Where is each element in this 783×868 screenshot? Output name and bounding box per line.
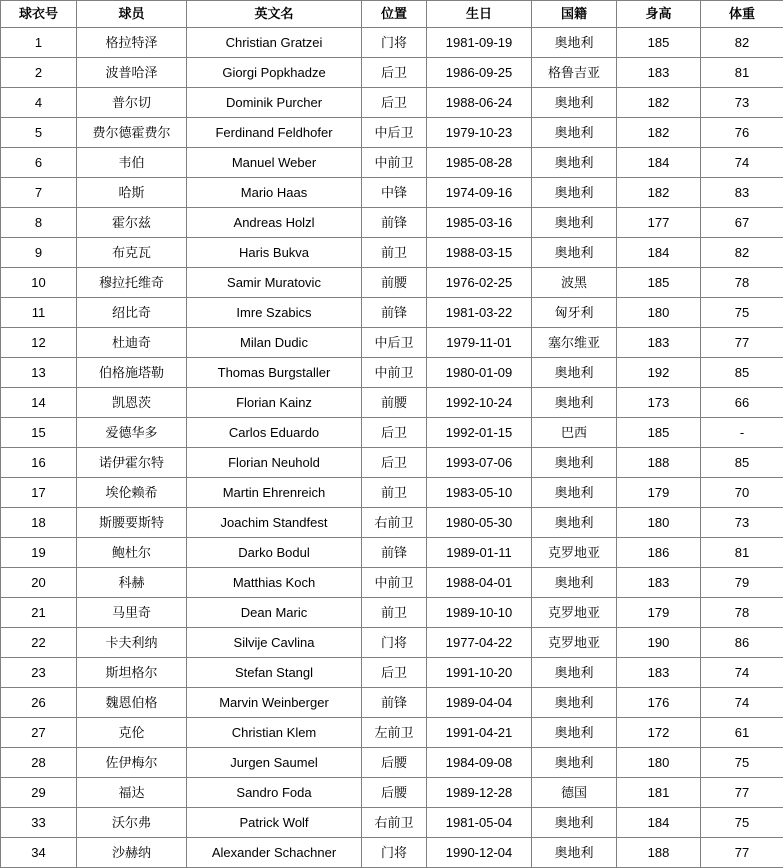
cell-nationality: 匈牙利: [532, 298, 617, 328]
cell-weight: 74: [701, 148, 783, 178]
cell-position: 门将: [362, 628, 427, 658]
cell-weight: 79: [701, 568, 783, 598]
cell-weight: 75: [701, 748, 783, 778]
column-header-weight: 体重: [701, 1, 783, 28]
cell-weight: 74: [701, 658, 783, 688]
cell-position: 后卫: [362, 658, 427, 688]
cell-weight: 75: [701, 808, 783, 838]
cell-nationality: 奥地利: [532, 448, 617, 478]
cell-english-name: Dominik Purcher: [187, 88, 362, 118]
cell-number: 13: [1, 358, 77, 388]
table-row: [1, 208, 783, 238]
cell-birthday: 1988-03-15: [427, 238, 532, 268]
cell-number: 10: [1, 268, 77, 298]
cell-position: 后卫: [362, 448, 427, 478]
cell-player-name: 凯恩茨: [77, 388, 187, 418]
cell-position: 门将: [362, 28, 427, 58]
cell-height: 192: [617, 358, 701, 388]
cell-english-name: Thomas Burgstaller: [187, 358, 362, 388]
cell-weight: 82: [701, 238, 783, 268]
table-row: [1, 178, 783, 208]
cell-player-name: 伯格施塔勒: [77, 358, 187, 388]
cell-player-name: 哈斯: [77, 178, 187, 208]
cell-number: 26: [1, 688, 77, 718]
table-row: [1, 448, 783, 478]
column-header-number: 球衣号: [1, 1, 77, 28]
cell-weight: 82: [701, 28, 783, 58]
cell-height: 173: [617, 388, 701, 418]
cell-position: 前卫: [362, 598, 427, 628]
cell-number: 27: [1, 718, 77, 748]
cell-nationality: 奥地利: [532, 478, 617, 508]
cell-height: 186: [617, 538, 701, 568]
cell-weight: 78: [701, 598, 783, 628]
cell-number: 8: [1, 208, 77, 238]
table-row: [1, 658, 783, 688]
column-header-height: 身高: [617, 1, 701, 28]
cell-number: 6: [1, 148, 77, 178]
cell-nationality: 奥地利: [532, 658, 617, 688]
cell-birthday: 1981-05-04: [427, 808, 532, 838]
cell-birthday: 1989-04-04: [427, 688, 532, 718]
cell-weight: 67: [701, 208, 783, 238]
cell-position: 后腰: [362, 778, 427, 808]
cell-player-name: 鲍杜尔: [77, 538, 187, 568]
cell-height: 185: [617, 418, 701, 448]
cell-height: 182: [617, 88, 701, 118]
cell-player-name: 斯腰要斯特: [77, 508, 187, 538]
cell-english-name: Giorgi Popkhadze: [187, 58, 362, 88]
cell-nationality: 克罗地亚: [532, 538, 617, 568]
cell-weight: 61: [701, 718, 783, 748]
cell-number: 16: [1, 448, 77, 478]
cell-weight: 81: [701, 58, 783, 88]
column-header-player: 球员: [77, 1, 187, 28]
cell-height: 184: [617, 148, 701, 178]
cell-height: 177: [617, 208, 701, 238]
table-row: [1, 808, 783, 838]
cell-birthday: 1977-04-22: [427, 628, 532, 658]
cell-nationality: 波黑: [532, 268, 617, 298]
cell-player-name: 魏恩伯格: [77, 688, 187, 718]
cell-birthday: 1993-07-06: [427, 448, 532, 478]
cell-birthday: 1992-01-15: [427, 418, 532, 448]
cell-player-name: 沙赫纳: [77, 838, 187, 868]
table-row: [1, 88, 783, 118]
cell-position: 中锋: [362, 178, 427, 208]
cell-nationality: 奥地利: [532, 358, 617, 388]
cell-birthday: 1989-01-11: [427, 538, 532, 568]
cell-height: 188: [617, 838, 701, 868]
cell-birthday: 1980-01-09: [427, 358, 532, 388]
cell-nationality: 塞尔维亚: [532, 328, 617, 358]
cell-player-name: 克伦: [77, 718, 187, 748]
cell-nationality: 奥地利: [532, 568, 617, 598]
table-row: [1, 118, 783, 148]
cell-nationality: 奥地利: [532, 808, 617, 838]
cell-nationality: 奥地利: [532, 748, 617, 778]
cell-weight: -: [701, 418, 783, 448]
cell-number: 29: [1, 778, 77, 808]
cell-number: 34: [1, 838, 77, 868]
cell-english-name: Sandro Foda: [187, 778, 362, 808]
cell-player-name: 韦伯: [77, 148, 187, 178]
table-row: [1, 718, 783, 748]
cell-weight: 81: [701, 538, 783, 568]
cell-height: 182: [617, 118, 701, 148]
cell-number: 4: [1, 88, 77, 118]
cell-number: 2: [1, 58, 77, 88]
cell-position: 前卫: [362, 238, 427, 268]
cell-player-name: 埃伦赖希: [77, 478, 187, 508]
cell-number: 33: [1, 808, 77, 838]
cell-height: 190: [617, 628, 701, 658]
cell-nationality: 奥地利: [532, 388, 617, 418]
cell-english-name: Manuel Weber: [187, 148, 362, 178]
cell-player-name: 布克瓦: [77, 238, 187, 268]
cell-birthday: 1990-12-04: [427, 838, 532, 868]
cell-nationality: 奥地利: [532, 148, 617, 178]
cell-english-name: Samir Muratovic: [187, 268, 362, 298]
table-row: [1, 778, 783, 808]
cell-number: 11: [1, 298, 77, 328]
cell-english-name: Florian Kainz: [187, 388, 362, 418]
cell-player-name: 卡夫利纳: [77, 628, 187, 658]
table-row: [1, 748, 783, 778]
table-row: [1, 28, 783, 58]
cell-nationality: 奥地利: [532, 118, 617, 148]
cell-birthday: 1991-04-21: [427, 718, 532, 748]
cell-height: 181: [617, 778, 701, 808]
cell-birthday: 1981-03-22: [427, 298, 532, 328]
table-row: [1, 238, 783, 268]
cell-birthday: 1985-03-16: [427, 208, 532, 238]
table-row: [1, 538, 783, 568]
cell-position: 后卫: [362, 88, 427, 118]
cell-birthday: 1979-10-23: [427, 118, 532, 148]
cell-english-name: Martin Ehrenreich: [187, 478, 362, 508]
cell-height: 183: [617, 58, 701, 88]
cell-position: 前锋: [362, 688, 427, 718]
cell-number: 20: [1, 568, 77, 598]
cell-height: 188: [617, 448, 701, 478]
cell-birthday: 1991-10-20: [427, 658, 532, 688]
cell-player-name: 费尔德霍费尔: [77, 118, 187, 148]
table-row: [1, 568, 783, 598]
table-row: [1, 388, 783, 418]
cell-weight: 73: [701, 508, 783, 538]
cell-number: 21: [1, 598, 77, 628]
cell-height: 176: [617, 688, 701, 718]
cell-number: 17: [1, 478, 77, 508]
cell-birthday: 1989-10-10: [427, 598, 532, 628]
cell-english-name: Christian Gratzei: [187, 28, 362, 58]
cell-position: 中前卫: [362, 148, 427, 178]
cell-position: 后腰: [362, 748, 427, 778]
cell-height: 183: [617, 658, 701, 688]
cell-number: 19: [1, 538, 77, 568]
cell-position: 中后卫: [362, 328, 427, 358]
cell-position: 中前卫: [362, 358, 427, 388]
table-row: [1, 268, 783, 298]
cell-position: 中前卫: [362, 568, 427, 598]
cell-player-name: 杜迪奇: [77, 328, 187, 358]
cell-number: 9: [1, 238, 77, 268]
column-header-english-name: 英文名: [187, 1, 362, 28]
cell-height: 179: [617, 478, 701, 508]
cell-player-name: 爱德华多: [77, 418, 187, 448]
cell-height: 180: [617, 508, 701, 538]
cell-nationality: 奥地利: [532, 838, 617, 868]
table-row: [1, 418, 783, 448]
cell-english-name: Imre Szabics: [187, 298, 362, 328]
cell-english-name: Milan Dudic: [187, 328, 362, 358]
cell-nationality: 奥地利: [532, 88, 617, 118]
cell-nationality: 德国: [532, 778, 617, 808]
cell-position: 门将: [362, 838, 427, 868]
cell-nationality: 奥地利: [532, 178, 617, 208]
cell-nationality: 奥地利: [532, 238, 617, 268]
cell-player-name: 格拉特泽: [77, 28, 187, 58]
cell-number: 23: [1, 658, 77, 688]
cell-number: 28: [1, 748, 77, 778]
cell-player-name: 波普哈泽: [77, 58, 187, 88]
cell-position: 前锋: [362, 298, 427, 328]
cell-height: 185: [617, 268, 701, 298]
cell-player-name: 马里奇: [77, 598, 187, 628]
cell-birthday: 1992-10-24: [427, 388, 532, 418]
cell-weight: 85: [701, 448, 783, 478]
cell-position: 左前卫: [362, 718, 427, 748]
cell-weight: 75: [701, 298, 783, 328]
cell-birthday: 1988-04-01: [427, 568, 532, 598]
cell-weight: 73: [701, 88, 783, 118]
cell-english-name: Patrick Wolf: [187, 808, 362, 838]
column-header-position: 位置: [362, 1, 427, 28]
table-row: [1, 298, 783, 328]
cell-number: 18: [1, 508, 77, 538]
cell-number: 22: [1, 628, 77, 658]
cell-weight: 74: [701, 688, 783, 718]
cell-nationality: 巴西: [532, 418, 617, 448]
cell-height: 179: [617, 598, 701, 628]
cell-height: 180: [617, 298, 701, 328]
cell-height: 184: [617, 808, 701, 838]
table-row: [1, 478, 783, 508]
cell-weight: 70: [701, 478, 783, 508]
cell-birthday: 1989-12-28: [427, 778, 532, 808]
cell-position: 右前卫: [362, 508, 427, 538]
column-header-nationality: 国籍: [532, 1, 617, 28]
cell-position: 中后卫: [362, 118, 427, 148]
cell-birthday: 1983-05-10: [427, 478, 532, 508]
cell-height: 172: [617, 718, 701, 748]
cell-english-name: Florian Neuhold: [187, 448, 362, 478]
cell-weight: 86: [701, 628, 783, 658]
cell-english-name: Alexander Schachner: [187, 838, 362, 868]
cell-nationality: 奥地利: [532, 718, 617, 748]
cell-birthday: 1984-09-08: [427, 748, 532, 778]
cell-player-name: 普尔切: [77, 88, 187, 118]
cell-nationality: 奥地利: [532, 208, 617, 238]
cell-position: 右前卫: [362, 808, 427, 838]
cell-weight: 78: [701, 268, 783, 298]
cell-position: 前卫: [362, 478, 427, 508]
table-row: [1, 328, 783, 358]
cell-nationality: 奥地利: [532, 688, 617, 718]
cell-position: 前锋: [362, 538, 427, 568]
table-row: [1, 358, 783, 388]
cell-birthday: 1986-09-25: [427, 58, 532, 88]
cell-player-name: 佐伊梅尔: [77, 748, 187, 778]
table-row: [1, 508, 783, 538]
cell-player-name: 诺伊霍尔特: [77, 448, 187, 478]
cell-height: 182: [617, 178, 701, 208]
cell-height: 183: [617, 328, 701, 358]
cell-english-name: Marvin Weinberger: [187, 688, 362, 718]
table-header: [1, 1, 783, 28]
cell-weight: 85: [701, 358, 783, 388]
cell-english-name: Darko Bodul: [187, 538, 362, 568]
cell-number: 1: [1, 28, 77, 58]
cell-birthday: 1974-09-16: [427, 178, 532, 208]
cell-player-name: 福达: [77, 778, 187, 808]
cell-nationality: 克罗地亚: [532, 628, 617, 658]
cell-weight: 77: [701, 838, 783, 868]
table-body: [1, 28, 783, 868]
cell-english-name: Jurgen Saumel: [187, 748, 362, 778]
table-row: [1, 628, 783, 658]
cell-nationality: 奥地利: [532, 508, 617, 538]
cell-player-name: 霍尔兹: [77, 208, 187, 238]
cell-number: 7: [1, 178, 77, 208]
cell-birthday: 1979-11-01: [427, 328, 532, 358]
cell-english-name: Matthias Koch: [187, 568, 362, 598]
cell-position: 前锋: [362, 208, 427, 238]
table-row: [1, 688, 783, 718]
table-row: [1, 838, 783, 868]
cell-number: 15: [1, 418, 77, 448]
cell-english-name: Christian Klem: [187, 718, 362, 748]
cell-height: 185: [617, 28, 701, 58]
cell-number: 14: [1, 388, 77, 418]
table-row: [1, 148, 783, 178]
cell-birthday: 1976-02-25: [427, 268, 532, 298]
cell-english-name: Mario Haas: [187, 178, 362, 208]
table-header-row: [1, 1, 783, 28]
cell-birthday: 1981-09-19: [427, 28, 532, 58]
cell-weight: 66: [701, 388, 783, 418]
cell-birthday: 1988-06-24: [427, 88, 532, 118]
cell-position: 后卫: [362, 58, 427, 88]
cell-nationality: 奥地利: [532, 28, 617, 58]
cell-height: 184: [617, 238, 701, 268]
cell-player-name: 绍比奇: [77, 298, 187, 328]
cell-position: 前腰: [362, 388, 427, 418]
cell-weight: 76: [701, 118, 783, 148]
cell-player-name: 沃尔弗: [77, 808, 187, 838]
cell-english-name: Silvije Cavlina: [187, 628, 362, 658]
cell-english-name: Stefan Stangl: [187, 658, 362, 688]
table-row: [1, 58, 783, 88]
cell-english-name: Haris Bukva: [187, 238, 362, 268]
cell-height: 180: [617, 748, 701, 778]
cell-english-name: Joachim Standfest: [187, 508, 362, 538]
cell-english-name: Andreas Holzl: [187, 208, 362, 238]
cell-english-name: Ferdinand Feldhofer: [187, 118, 362, 148]
cell-number: 12: [1, 328, 77, 358]
table-row: [1, 598, 783, 628]
cell-player-name: 穆拉托维奇: [77, 268, 187, 298]
cell-weight: 77: [701, 328, 783, 358]
cell-english-name: Carlos Eduardo: [187, 418, 362, 448]
cell-nationality: 格鲁吉亚: [532, 58, 617, 88]
cell-position: 后卫: [362, 418, 427, 448]
cell-player-name: 科赫: [77, 568, 187, 598]
cell-number: 5: [1, 118, 77, 148]
cell-weight: 83: [701, 178, 783, 208]
cell-position: 前腰: [362, 268, 427, 298]
cell-nationality: 克罗地亚: [532, 598, 617, 628]
column-header-birthday: 生日: [427, 1, 532, 28]
cell-height: 183: [617, 568, 701, 598]
cell-birthday: 1985-08-28: [427, 148, 532, 178]
cell-birthday: 1980-05-30: [427, 508, 532, 538]
cell-player-name: 斯坦格尔: [77, 658, 187, 688]
cell-weight: 77: [701, 778, 783, 808]
cell-english-name: Dean Maric: [187, 598, 362, 628]
